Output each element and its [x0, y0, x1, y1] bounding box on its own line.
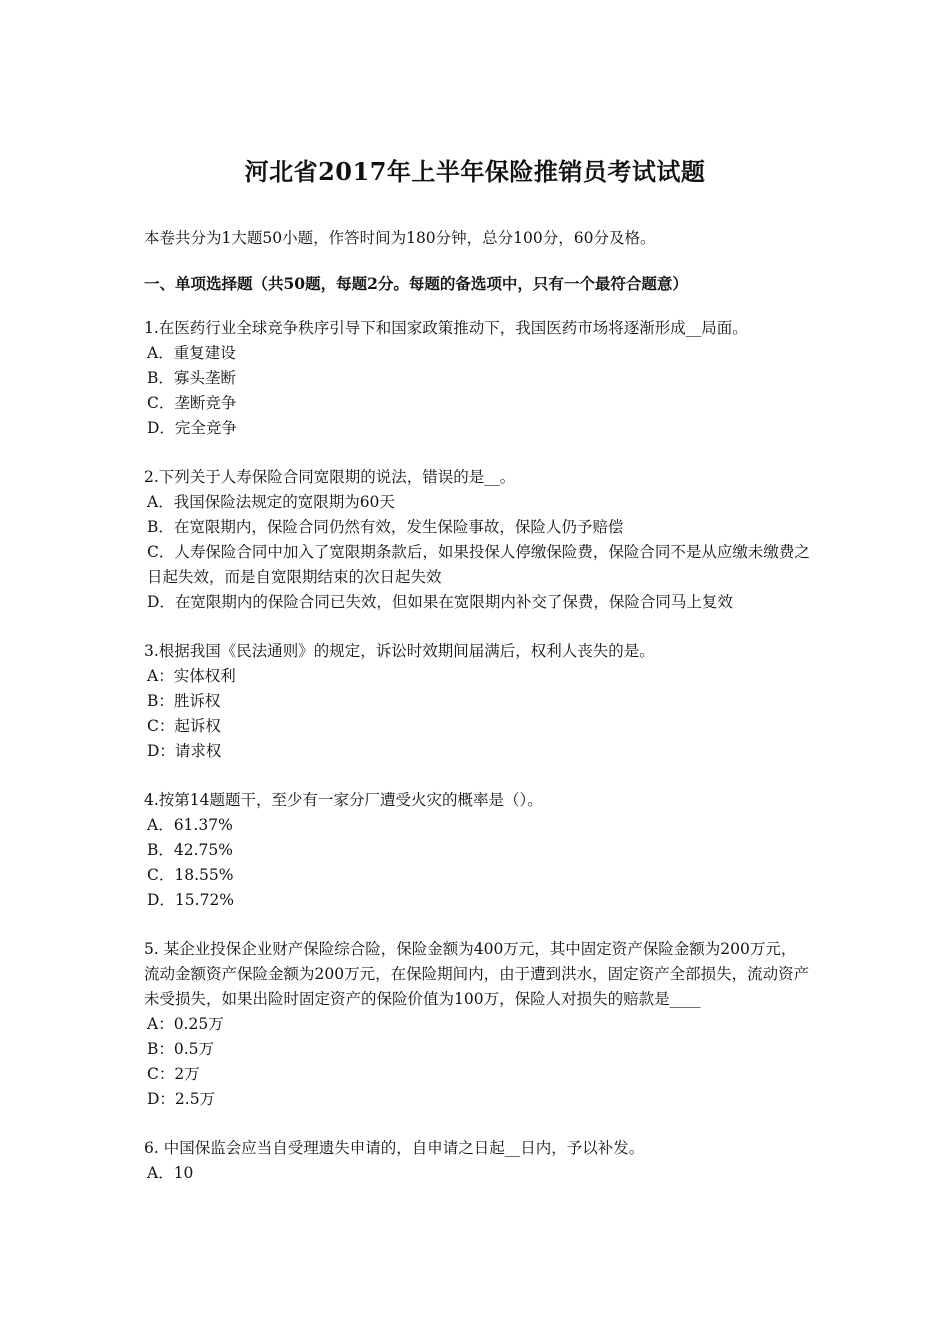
question-text: 2.下列关于人寿保险合同宽限期的说法，错误的是__。: [144, 468, 516, 486]
question-3: [144, 639, 810, 764]
question-1: [144, 316, 810, 441]
option-a: A．重复建设: [147, 344, 236, 362]
question-text: 5. 某企业投保企业财产保险综合险，保险金额为400万元，其中固定资产保险金额为200万元，流动金额资产保险金额为200万元，在保险期间内，由于遭到洪水，固定资产全部损失，流动资产未受损失，如果出险时固定资产的保险价值为100万，保险人对损失的赔款是____: [144, 940, 810, 1008]
option-c: C：起诉权: [147, 717, 221, 735]
exam-intro: 本卷共分为1大题50小题，作答时间为180分钟，总分100分，60分及格。: [144, 229, 656, 247]
document-title: 河北省2017年上半年保险推销员考试试题: [244, 157, 706, 186]
option-b: B．在宽限期内，保险合同仍然有效，发生保险事故，保险人仍予赔偿: [147, 518, 624, 536]
option-b: B．42.75%: [147, 841, 233, 859]
question-text: 4.按第14题题干，至少有一家分厂遭受火灾的概率是（）。: [144, 791, 543, 809]
option-b: B：0.5万: [147, 1040, 215, 1058]
option-a: A．我国保险法规定的宽限期为60天: [147, 493, 395, 511]
question-text: 1.在医药行业全球竞争秩序引导下和国家政策推动下，我国医药市场将逐渐形成__局面。: [144, 319, 748, 337]
option-d: D．完全竞争: [147, 419, 237, 437]
question-6: [144, 1136, 810, 1186]
option-c: C．人寿保险合同中加入了宽限期条款后，如果投保人停缴保险费，保险合同不是从应缴未缴费之日起失效，而是自宽限期结束的次日起失效: [147, 543, 810, 586]
question-text: 6. 中国保监会应当自受理遗失申请的，自申请之日起__日内，予以补发。: [144, 1139, 645, 1157]
option-d: D．在宽限期内的保险合同已失效，但如果在宽限期内补交了保费，保险合同马上复效: [147, 593, 733, 611]
option-a: A：实体权利: [147, 667, 236, 685]
question-5: [144, 937, 810, 1112]
option-d: D：请求权: [147, 742, 222, 760]
option-a: A．61.37%: [147, 816, 233, 834]
option-a: A：0.25万: [147, 1015, 224, 1033]
question-text: 3.根据我国《民法通则》的规定，诉讼时效期间届满后，权利人丧失的是。: [144, 642, 655, 660]
question-2: [144, 465, 810, 615]
option-c: C．18.55%: [147, 866, 234, 884]
document-body: [144, 226, 810, 1210]
question-4: [144, 788, 810, 913]
option-d: D：2.5万: [147, 1090, 216, 1108]
option-d: D．15.72%: [147, 891, 235, 909]
section-heading: 一、单项选择题（共50题，每题2分。每题的备选项中，只有一个最符合题意）: [144, 274, 688, 293]
option-c: C．垄断竞争: [147, 394, 237, 412]
option-b: B：胜诉权: [147, 692, 221, 710]
option-c: C：2万: [147, 1065, 200, 1083]
option-b: B．寡头垄断: [147, 369, 236, 387]
option-a: A．10: [147, 1164, 194, 1182]
